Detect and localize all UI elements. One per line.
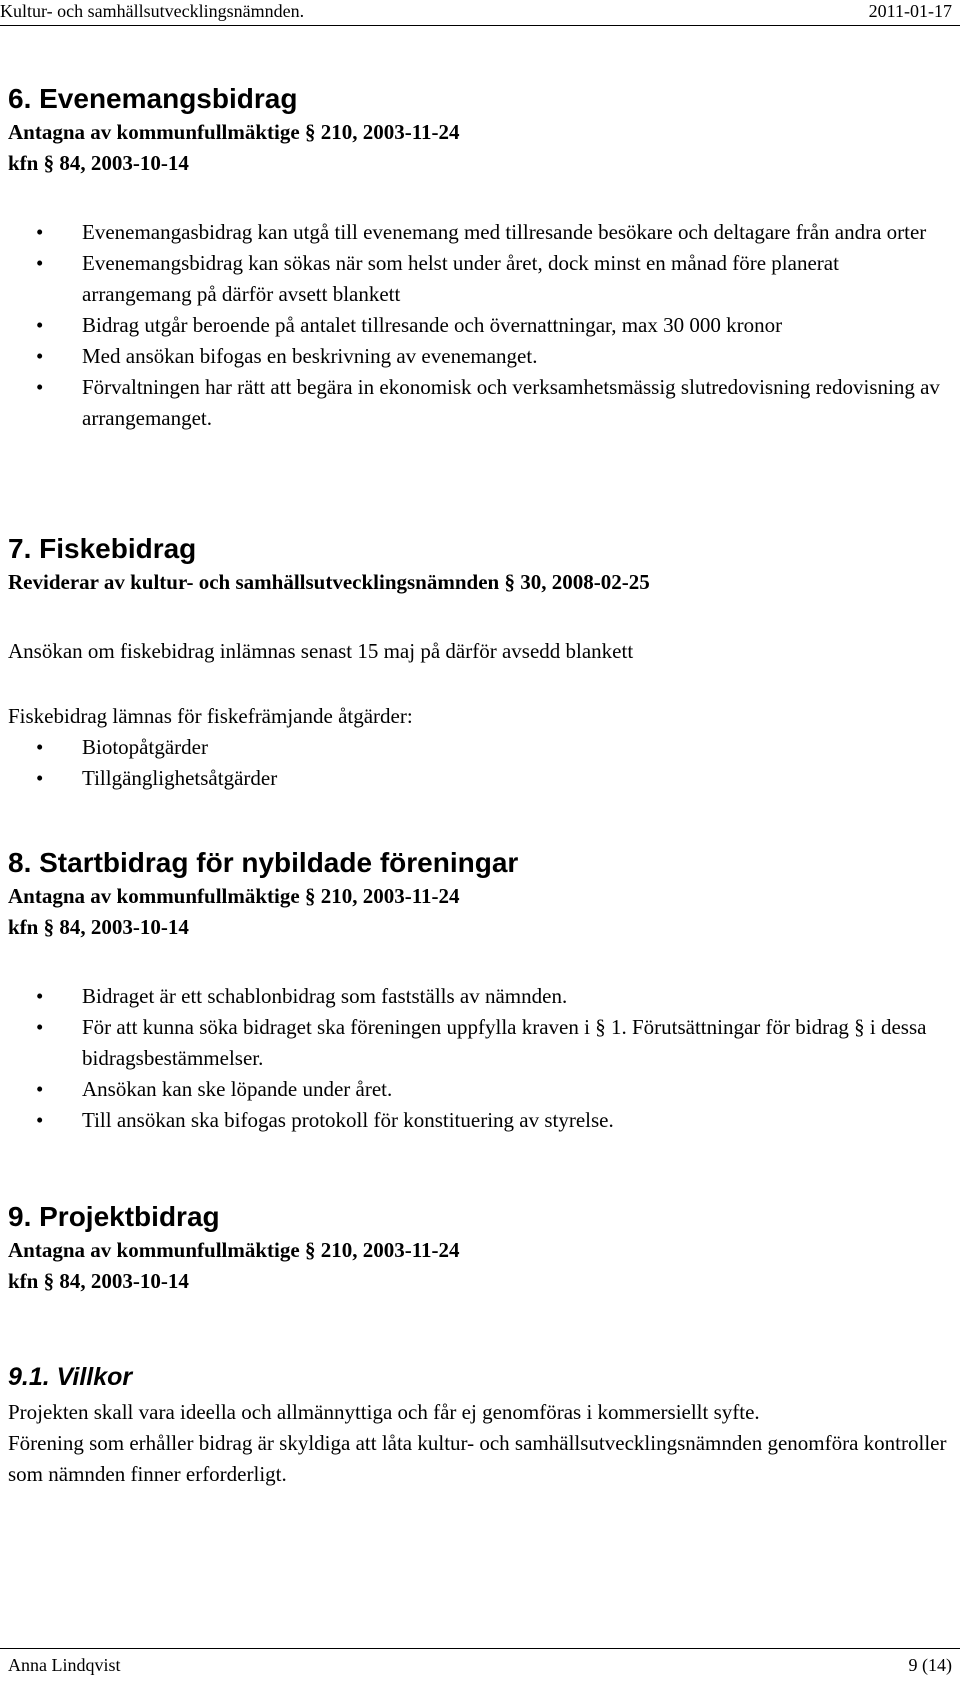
bullet-icon: •: [36, 220, 44, 244]
footer-author: Anna Lindqvist: [8, 1655, 121, 1675]
bullet-icon: •: [36, 344, 44, 368]
list-item: • Biotopåtgärder: [8, 732, 953, 763]
list-item: • Bidraget är ett schablonbidrag som fastställs av nämnden.: [8, 981, 953, 1012]
section-6-adopted: Antagna av kommunfullmäktige § 210, 2003-11-24: [8, 120, 460, 144]
header-title: Kultur- och samhällsutvecklingsnämnden.: [0, 1, 305, 21]
footer-page-number: 9 (14): [908, 1655, 952, 1675]
section-7-paragraph-2: Fiskebidrag lämnas för fiskefrämjande åtgärder:: [8, 704, 413, 728]
section-9-1-paragraph-2: Förening som erhåller bidrag är skyldiga att låta kultur- och samhällsutvecklingsnämnden genomföra kontroller som nämnden finner erforderligt.: [8, 1431, 947, 1486]
section-8-list: [8, 981, 953, 1136]
section-6: [8, 82, 953, 434]
list-item: • Evenemangsbidrag kan sökas när som helst under året, dock minst en månad före planerat arrangemang på därför avsett blankett: [8, 248, 953, 310]
section-6-kfn: kfn § 84, 2003-10-14: [8, 151, 189, 175]
section-9-title: 9. Projektbidrag: [8, 1201, 220, 1232]
list-item: • Med ansökan bifogas en beskrivning av evenemanget.: [8, 341, 953, 372]
header-date: 2011-01-17: [868, 1, 952, 21]
header-divider: [0, 25, 960, 26]
section-9-1: [8, 1362, 953, 1490]
section-8-kfn: kfn § 84, 2003-10-14: [8, 915, 189, 939]
bullet-icon: •: [36, 1108, 44, 1132]
section-7-revised: Reviderar av kultur- och samhällsutvecklingsnämnden § 30, 2008-02-25: [8, 570, 650, 594]
section-6-list: [8, 217, 953, 434]
page-header: [0, 0, 960, 22]
list-item: • Ansökan kan ske löpande under året.: [8, 1074, 953, 1105]
section-9-adopted: Antagna av kommunfullmäktige § 210, 2003-11-24: [8, 1238, 460, 1262]
bullet-icon: •: [36, 1015, 44, 1039]
section-8-adopted: Antagna av kommunfullmäktige § 210, 2003-11-24: [8, 884, 460, 908]
section-6-title: 6. Evenemangsbidrag: [8, 83, 298, 114]
section-7-title: 7. Fiskebidrag: [8, 533, 197, 564]
section-8: [8, 846, 953, 1136]
section-8-title: 8. Startbidrag för nybildade föreningar: [8, 847, 519, 878]
section-9-kfn: kfn § 84, 2003-10-14: [8, 1269, 189, 1293]
list-item: • Tillgänglighetsåtgärder: [8, 763, 953, 794]
bullet-icon: •: [36, 251, 44, 275]
list-item: • För att kunna söka bidraget ska föreningen uppfylla kraven i § 1. Förutsättningar för bidrag § i dessa bidragsbestämmelser.: [8, 1012, 953, 1074]
section-7-paragraph-1: Ansökan om fiskebidrag inlämnas senast 15 maj på därför avsedd blankett: [8, 639, 634, 663]
bullet-icon: •: [36, 375, 44, 399]
list-item: • Evenemangasbidrag kan utgå till evenemang med tillresande besökare och deltagare från andra orter: [8, 217, 953, 248]
section-9: [8, 1200, 953, 1297]
bullet-icon: •: [36, 984, 44, 1008]
section-9-1-paragraph-1: Projekten skall vara ideella och allmännyttiga och får ej genomföras i kommersiellt syfte.: [8, 1400, 760, 1424]
footer-divider: [0, 1648, 960, 1649]
bullet-icon: •: [36, 766, 44, 790]
section-9-1-title: 9.1. Villkor: [8, 1363, 133, 1391]
section-7-list: [8, 732, 953, 794]
bullet-icon: •: [36, 1077, 44, 1101]
section-7: [8, 532, 953, 794]
list-item: • Bidrag utgår beroende på antalet tillresande och övernattningar, max 30 000 kronor: [8, 310, 953, 341]
list-item: • Till ansökan ska bifogas protokoll för konstituering av styrelse.: [8, 1105, 953, 1136]
list-item: • Förvaltningen har rätt att begära in ekonomisk och verksamhetsmässig slutredovisning redovisning av arrangemanget.: [8, 372, 953, 434]
bullet-icon: •: [36, 313, 44, 337]
bullet-icon: •: [36, 735, 44, 759]
